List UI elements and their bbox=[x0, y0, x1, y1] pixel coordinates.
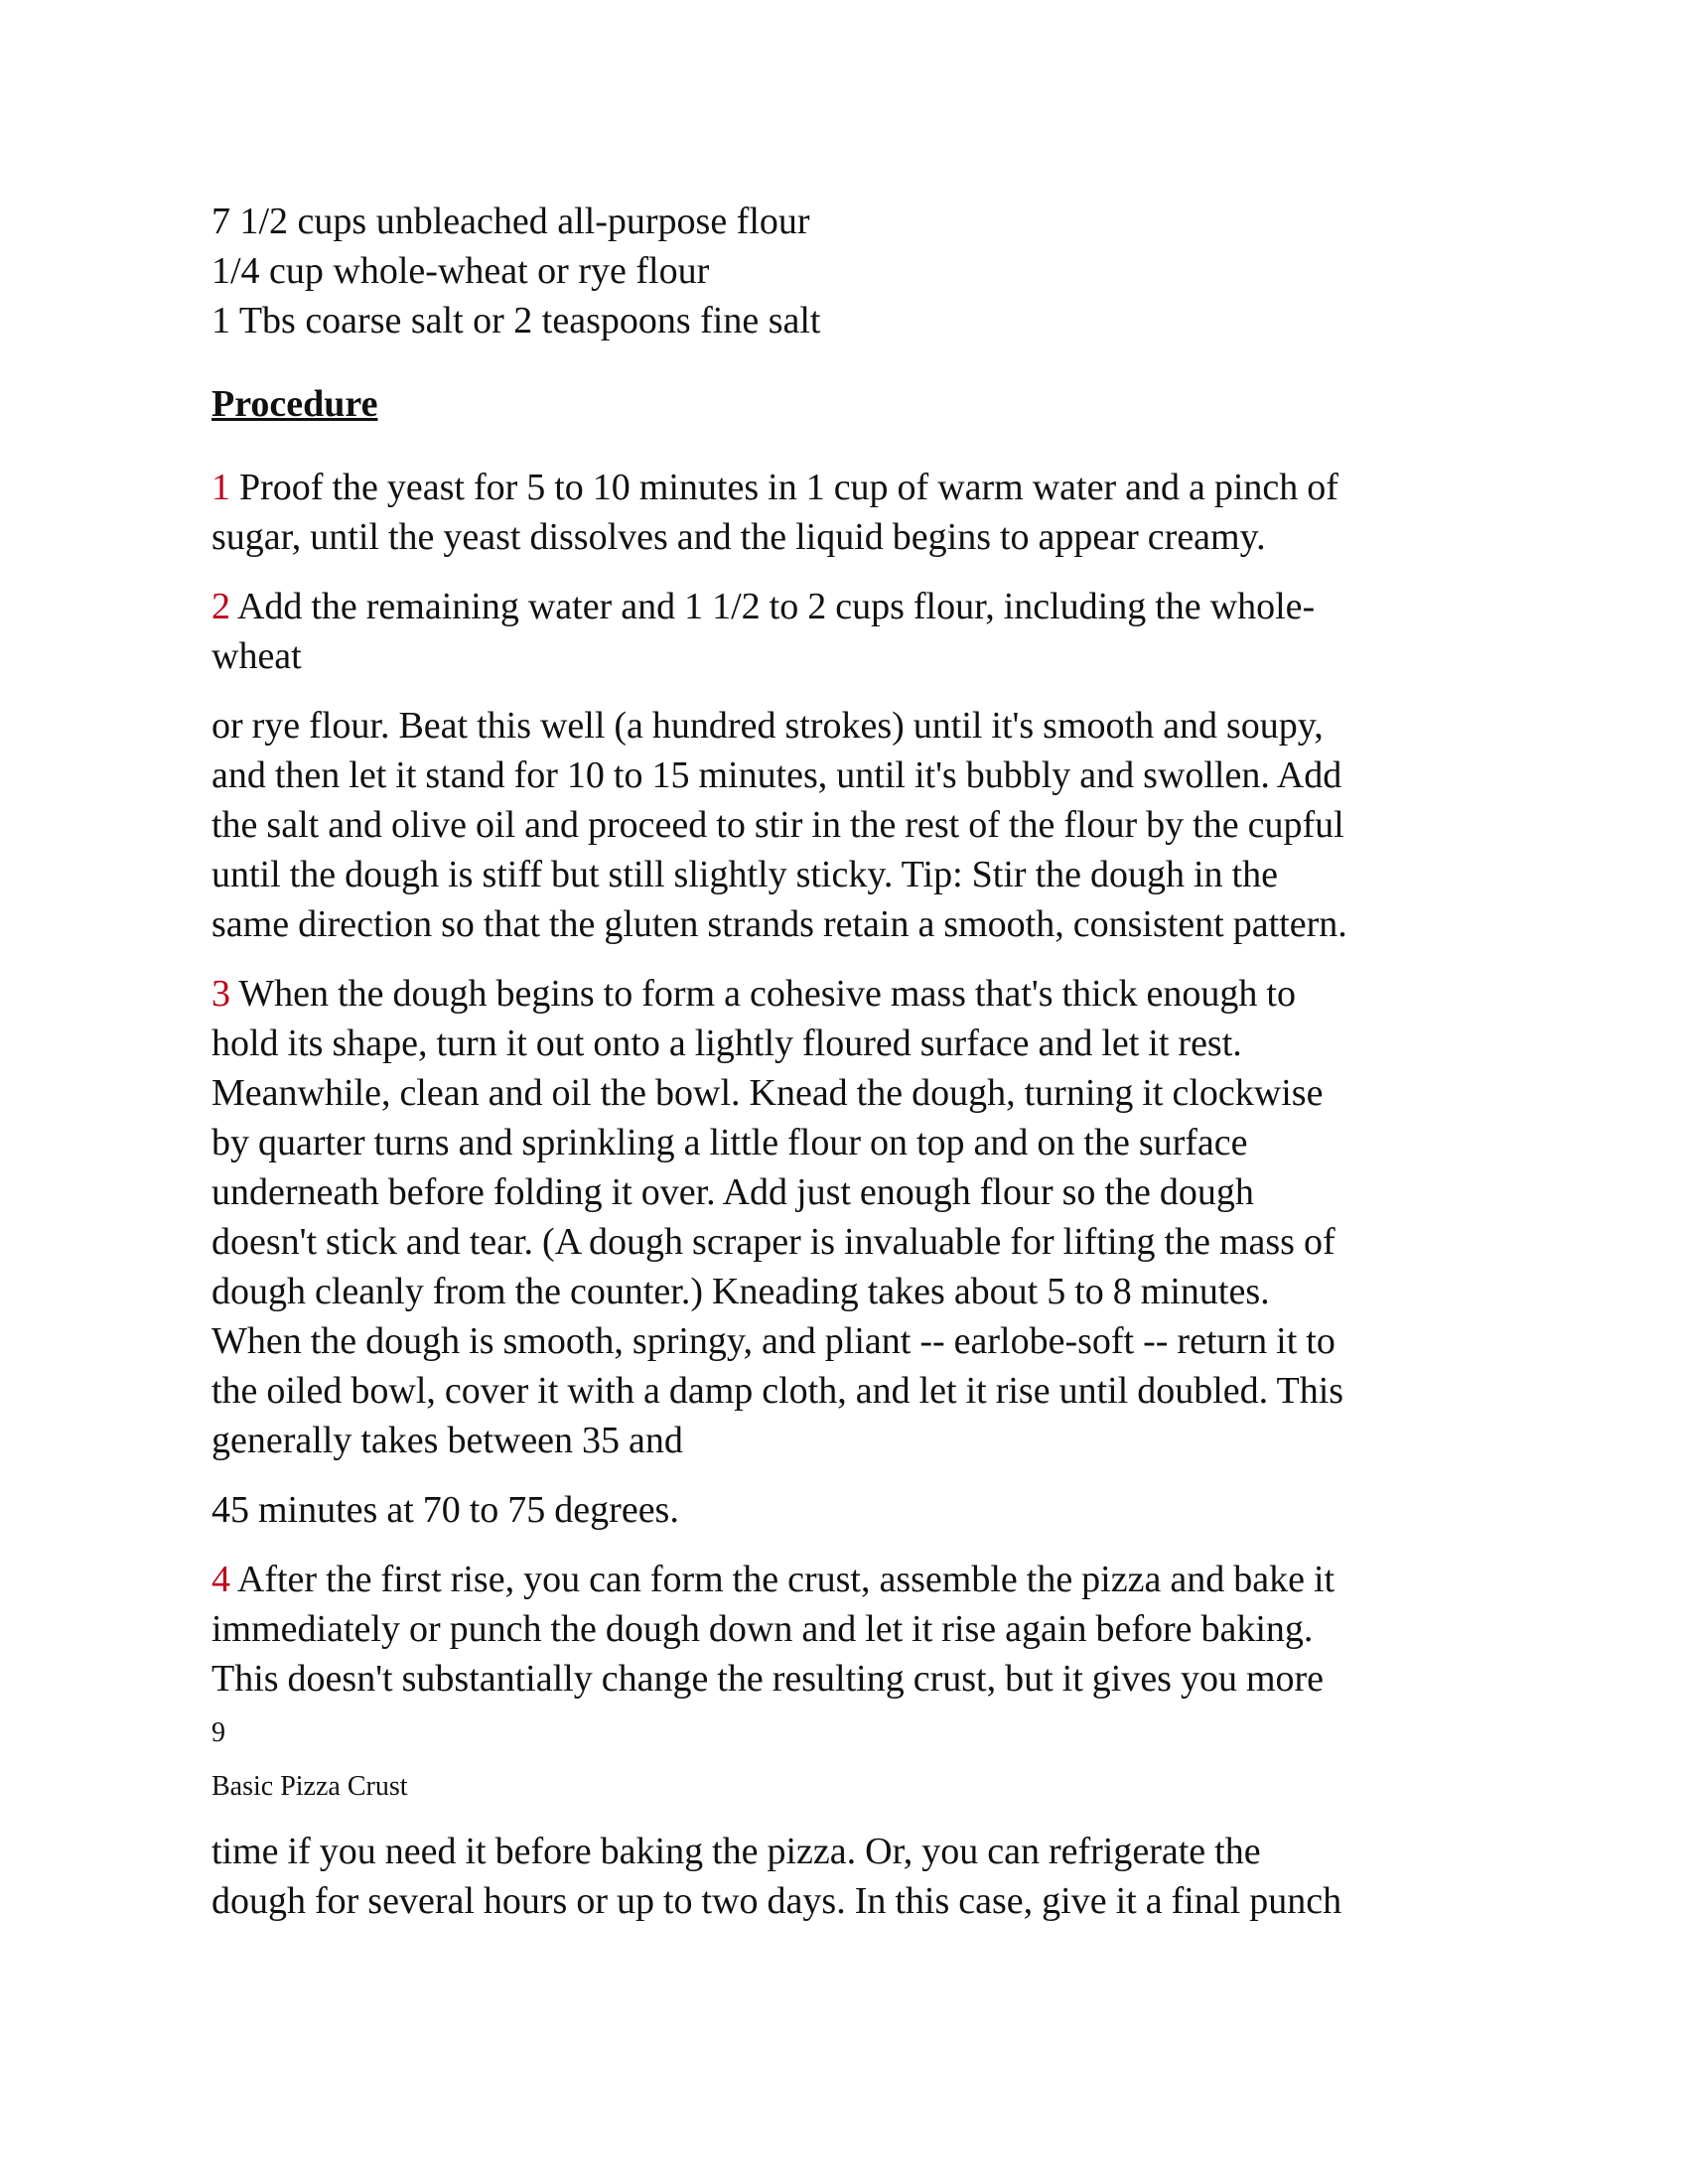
running-title: Basic Pizza Crust bbox=[211, 1771, 408, 1802]
ingredient-list bbox=[211, 197, 1492, 345]
ingredient-item: 1 Tbs coarse salt or 2 teaspoons fine salt bbox=[211, 300, 821, 341]
document-page bbox=[211, 197, 1492, 1946]
step-text: Add the remaining water and 1 1/2 to 2 cups flour, including the whole- bbox=[230, 586, 1316, 627]
paragraph-line: the oiled bowl, cover it with a damp cloth, and let it rise until doubled. This bbox=[211, 1370, 1344, 1412]
continuation-paragraph bbox=[211, 1827, 1492, 1926]
step-2 bbox=[211, 582, 1492, 681]
step-number: 2 bbox=[211, 586, 230, 627]
paragraph-line: dough cleanly from the counter.) Kneading takes about 5 to 8 minutes. bbox=[211, 1271, 1270, 1312]
ingredient-item: 7 1/2 cups unbleached all-purpose flour bbox=[211, 201, 810, 242]
paragraph-line: same direction so that the gluten strands retain a smooth, consistent pattern. bbox=[211, 903, 1347, 945]
step-2-line bbox=[211, 582, 1492, 631]
step-1 bbox=[211, 463, 1492, 562]
step-1-line: sugar, until the yeast dissolves and the liquid begins to appear creamy. bbox=[211, 516, 1266, 558]
step-number: 3 bbox=[211, 973, 230, 1015]
paragraph-line: or rye flour. Beat this well (a hundred strokes) until it's smooth and soupy, bbox=[211, 705, 1324, 747]
paragraph-line: generally takes between 35 and bbox=[211, 1420, 683, 1461]
step-1-line bbox=[211, 463, 1492, 512]
step-text: Proof the yeast for 5 to 10 minutes in 1 cup of warm water and a pinch of bbox=[230, 467, 1338, 508]
step-4 bbox=[211, 1555, 1492, 1704]
ingredient-item: 1/4 cup whole-wheat or rye flour bbox=[211, 250, 710, 292]
step-number: 1 bbox=[211, 467, 230, 508]
paragraph-line: dough for several hours or up to two days. In this case, give it a final punch bbox=[211, 1880, 1342, 1922]
paragraph-line: and then let it stand for 10 to 15 minutes, until it's bubbly and swollen. Add bbox=[211, 754, 1342, 796]
paragraph-line: by quarter turns and sprinkling a little flour on top and on the surface bbox=[211, 1122, 1248, 1163]
step-number: 4 bbox=[211, 1559, 230, 1600]
step-3-line bbox=[211, 969, 1492, 1019]
step-text: When the dough begins to form a cohesive mass that's thick enough to bbox=[230, 973, 1296, 1015]
page-number: 9 bbox=[211, 1717, 225, 1748]
step-3-continued bbox=[211, 1485, 1492, 1535]
paragraph-line: This doesn't substantially change the resulting crust, but it gives you more bbox=[211, 1658, 1325, 1700]
paragraph-line: underneath before folding it over. Add just enough flour so the dough bbox=[211, 1171, 1254, 1213]
paragraph-line: When the dough is smooth, springy, and pliant -- earlobe-soft -- return it to bbox=[211, 1320, 1336, 1362]
step-4-line bbox=[211, 1555, 1492, 1604]
paragraph-line: 45 minutes at 70 to 75 degrees. bbox=[211, 1489, 679, 1531]
paragraph-line: time if you need it before baking the pizza. Or, you can refrigerate the bbox=[211, 1831, 1261, 1872]
step-2-continued bbox=[211, 701, 1492, 949]
paragraph-line: doesn't stick and tear. (A dough scraper is invaluable for lifting the mass of bbox=[211, 1221, 1336, 1263]
paragraph-line: Meanwhile, clean and oil the bowl. Knead the dough, turning it clockwise bbox=[211, 1072, 1324, 1114]
paragraph-line: immediately or punch the dough down and let it rise again before baking. bbox=[211, 1608, 1314, 1650]
step-text: After the first rise, you can form the crust, assemble the pizza and bake it bbox=[230, 1559, 1336, 1600]
step-3 bbox=[211, 969, 1492, 1465]
paragraph-line: until the dough is stiff but still slightly sticky. Tip: Stir the dough in the bbox=[211, 854, 1278, 895]
procedure-heading: Procedure bbox=[211, 383, 378, 425]
paragraph-line: hold its shape, turn it out onto a lightly floured surface and let it rest. bbox=[211, 1023, 1242, 1064]
step-2-line: wheat bbox=[211, 635, 302, 677]
paragraph-line: the salt and olive oil and proceed to stir in the rest of the flour by the cupful bbox=[211, 804, 1344, 846]
